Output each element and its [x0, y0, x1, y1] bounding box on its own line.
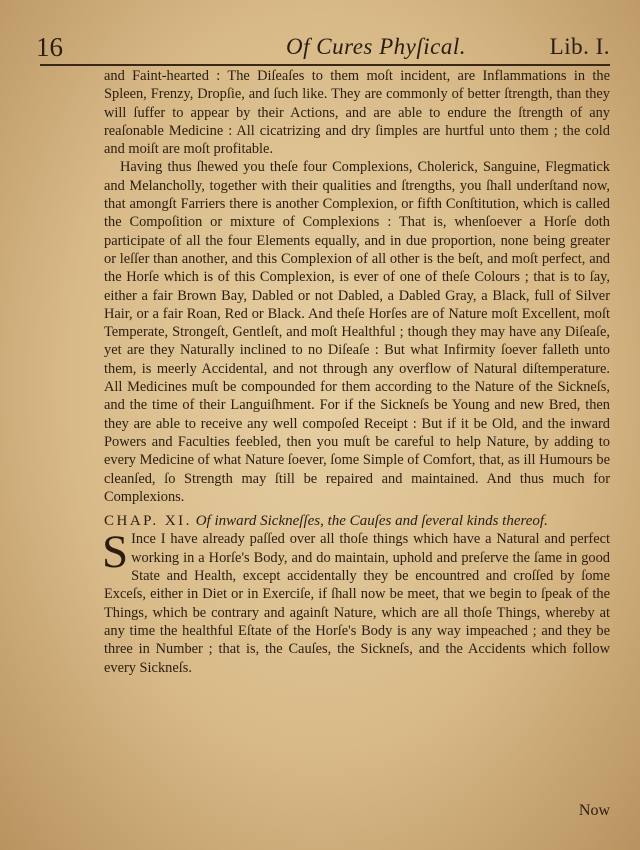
body-text [104, 67, 610, 677]
drop-cap: S [102, 526, 129, 579]
chapter-title: Of inward Sickneſſes, the Cauſes and ſeveral kinds thereof. [195, 513, 548, 530]
running-header [36, 30, 610, 62]
chapter-paragraph-text: Ince I have already paſſed over all thoſe things which have a Natural and perfect working in a Horſe's Body, and do maintain, uphold and preſerve the ſame in good State and Health, except accidentally they be encountred and croſſed by ſome Exceſs, either in Diet or in Exerciſe, if ſhall now be meet, that we begin to ſpeak of the Things, which be contrary and againſt Nature, which are all thoſe Things, whereby at any time the healthful Eſtate of the Horſe's Body is any way impeached ; and they be three in Number ; that is, the Cauſes, the Sickneſs, and the Accidents which follow every Sickneſs. [104, 531, 610, 676]
chapter-heading [104, 512, 610, 530]
paragraph-complexions: Having thus ſhewed you theſe four Complexions, Cholerick, Sanguine, Flegmatick and Melancholly, together with their qualities and ſtrengths, you ſhall underſtand now, that amongſt Farriers there is another Complexion, or fifth Conſtitution, which is called the Compoſition or mixture of Complexions : That is, whenſoever a Horſe doth participate of all the four Elements equally, and in due proportion, none being greater or leſſer than another, and this Complexion of all other is the beſt, and moſt perfect, and the Horſe which is of this Complexion, is ever of one of theſe Colours ; that is to ſay, either a fair Brown Bay, Dabled or not Dabled, a Dabled Gray, a Black, full of Silver Hair, or a fair Roan, Red or Black. And theſe Horſes are of Nature moſt Excellent, moſt Temperate, Strongeſt, Gentleſt, and moſt Healthful ; though they may have any Diſeaſe, yet are they Naturally inclined to no Diſeaſe : But what Infirmity ſoever falleth unto them, is meerly Accidental, and not through any overflow of Natural diſtemperature. All Medicines muſt be compounded for them according to the Nature of the Sickneſs, and the time of their Languiſhment. For if the Sickneſs be Young and new Bred, then they are able to receive any well compoſed Receipt : But if it be Old, and the inward Powers and Faculties feebled, then you muſt be careful to help Nature, by adding to every Medicine of what Nature ſoever, ſome Simple of Comfort, that, as ill Humours be cleanſed, ſo Strength may ſtill be repaired and maintained. And thus much for Complexions. [104, 159, 610, 505]
chapter-paragraph [102, 526, 610, 676]
catchword: Now [578, 802, 610, 819]
header-rule [40, 64, 610, 66]
running-title: Of Cures Phyſical. [286, 34, 466, 59]
paragraph-continuation: and Faint-hearted : The Diſeaſes to them moſt incident, are Inflammations in the Spleen, Frenzy, Dropſie, and ſuch like. They are commonly of better ſtrength, than they will ſuffer to appear by their Actions, and are able to endure the ſtrength of any reaſonable Medicine : All cicatrizing and dry ſimples are hurtful unto them ; the cold and moiſt are moſt profitable. [104, 68, 610, 158]
book-number: Lib. I. [549, 34, 610, 59]
page-number: 16 [36, 32, 63, 62]
chapter-label: CHAP. XI. [104, 513, 192, 530]
